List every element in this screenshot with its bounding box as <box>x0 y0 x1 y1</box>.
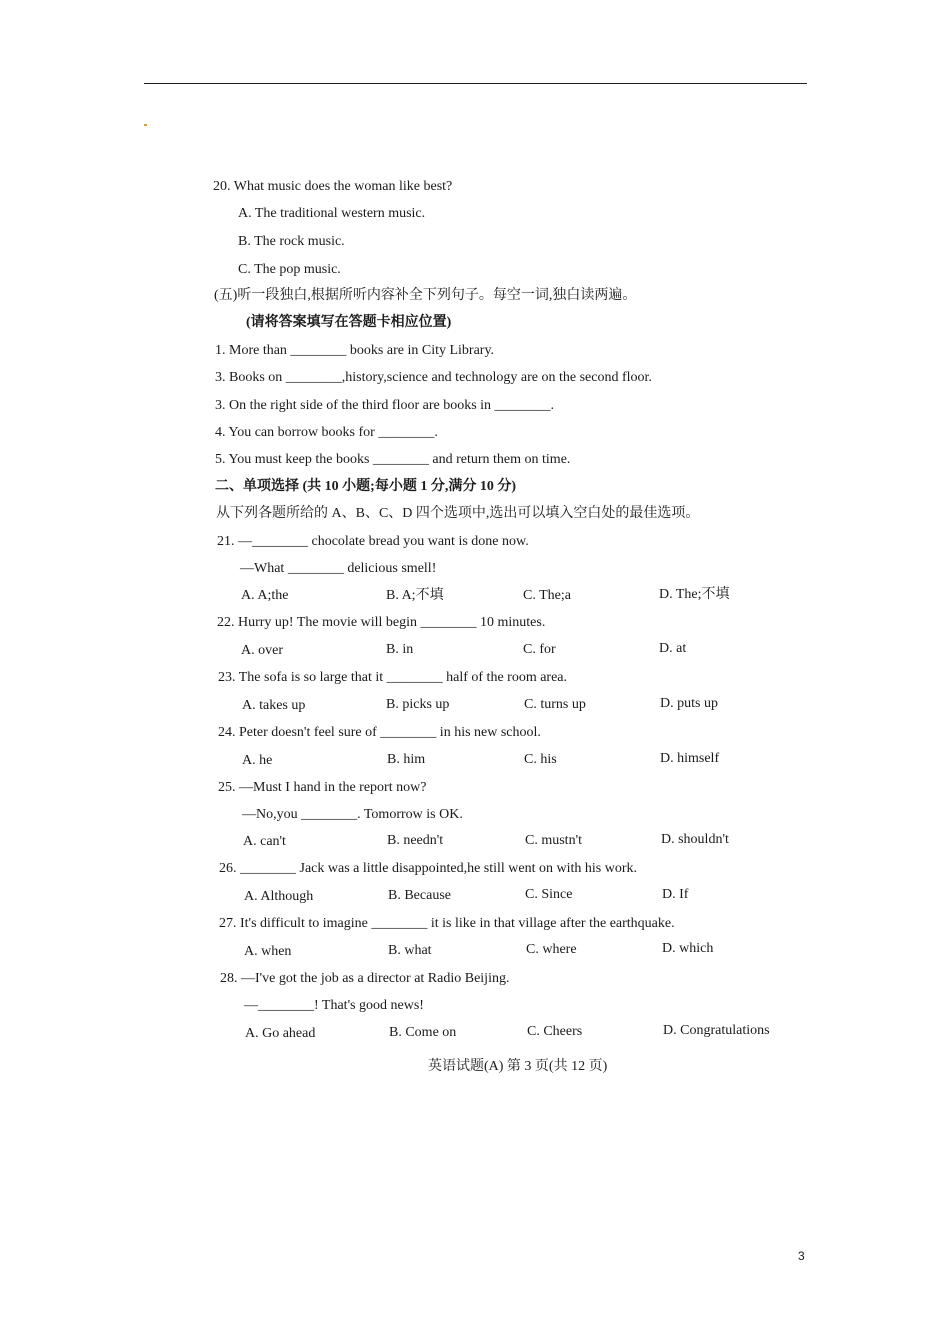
q21-option-a: A. A;the <box>241 588 289 603</box>
q28-option-a: A. Go ahead <box>245 1026 316 1041</box>
section5-title: (五)听一段独白,根据所听内容补全下列句子。每空一词,独白读两遍。 <box>214 288 637 303</box>
q27-option-d: D. which <box>662 941 714 956</box>
q28-option-b: B. Come on <box>389 1025 457 1040</box>
q21-option-c: C. The;a <box>523 588 571 603</box>
q26-option-a: A. Although <box>244 889 314 904</box>
part2-title: 二、单项选择 (共 10 小题;每小题 1 分,满分 10 分) <box>215 479 516 494</box>
q28-stem-reply: —________! That's good news! <box>244 998 424 1013</box>
scan-speck <box>144 124 147 126</box>
q24-option-b: B. him <box>387 752 426 767</box>
q24-option-d: D. himself <box>660 751 720 766</box>
q23-option-b: B. picks up <box>386 697 450 712</box>
q24-option-a: A. he <box>242 753 273 768</box>
q20-option-a: A. The traditional western music. <box>238 206 426 221</box>
q23-option-a: A. takes up <box>242 698 306 713</box>
fill-item-5: 5. You must keep the books ________ and return them on time. <box>215 452 571 467</box>
q26-option-c: C. Since <box>525 887 573 902</box>
part2-instruction: 从下列各题所给的 A、B、C、D 四个选项中,选出可以填入空白处的最佳选项。 <box>216 506 700 521</box>
q20-option-c: C. The pop music. <box>238 262 341 277</box>
q24-option-c: C. his <box>524 752 557 767</box>
q25-option-d: D. shouldn't <box>661 832 729 847</box>
q20-stem: 20. What music does the woman like best? <box>213 179 453 194</box>
q23-option-d: D. puts up <box>660 696 718 711</box>
q26-stem: 26. ________ Jack was a little disappointed,he still went on with his work. <box>219 861 638 876</box>
q21-stem: 21. —________ chocolate bread you want is done now. <box>217 534 529 549</box>
q28-option-c: C. Cheers <box>527 1024 583 1039</box>
q22-option-d: D. at <box>659 641 687 656</box>
q23-option-c: C. turns up <box>524 697 586 712</box>
q28-stem: 28. —I've got the job as a director at Radio Beijing. <box>220 971 510 986</box>
q22-option-c: C. for <box>523 642 556 657</box>
q25-stem-reply: —No,you ________. Tomorrow is OK. <box>242 807 463 822</box>
q26-option-b: B. Because <box>388 888 451 903</box>
q20-option-b: B. The rock music. <box>238 234 345 249</box>
fill-item-2: 3. Books on ________,history,science and technology are on the second floor. <box>215 370 652 385</box>
q23-stem: 23. The sofa is so large that it ________ half of the room area. <box>218 670 568 685</box>
header-rule <box>144 83 807 84</box>
section5-note: (请将答案填写在答题卡相应位置) <box>246 315 452 330</box>
q25-stem: 25. —Must I hand in the report now? <box>218 780 427 795</box>
q22-stem: 22. Hurry up! The movie will begin ________ 10 minutes. <box>217 615 546 630</box>
fill-item-3: 3. On the right side of the third floor are books in ________. <box>215 398 555 413</box>
page-number: 3 <box>798 1249 805 1263</box>
q21-option-d: D. The;不填 <box>659 587 730 602</box>
q25-option-b: B. needn't <box>387 833 444 848</box>
page-footer: 英语试题(A) 第 3 页(共 12 页) <box>428 1059 608 1074</box>
q27-option-b: B. what <box>388 943 432 958</box>
q28-option-d: D. Congratulations <box>663 1023 770 1038</box>
q22-option-b: B. in <box>386 642 414 657</box>
fill-item-1: 1. More than ________ books are in City Library. <box>215 343 495 358</box>
q27-option-c: C. where <box>526 942 577 957</box>
q27-option-a: A. when <box>244 944 292 959</box>
q27-stem: 27. It's difficult to imagine ________ it is like in that village after the earthquake. <box>219 916 675 931</box>
q25-option-c: C. mustn't <box>525 833 582 848</box>
q26-option-d: D. If <box>662 887 689 902</box>
fill-item-4: 4. You can borrow books for ________. <box>215 425 438 440</box>
q24-stem: 24. Peter doesn't feel sure of ________ in his new school. <box>218 725 541 740</box>
q25-option-a: A. can't <box>243 834 286 849</box>
q22-option-a: A. over <box>241 643 283 658</box>
q21-stem-reply: —What ________ delicious smell! <box>240 561 437 576</box>
q21-option-b: B. A;不填 <box>386 588 444 603</box>
